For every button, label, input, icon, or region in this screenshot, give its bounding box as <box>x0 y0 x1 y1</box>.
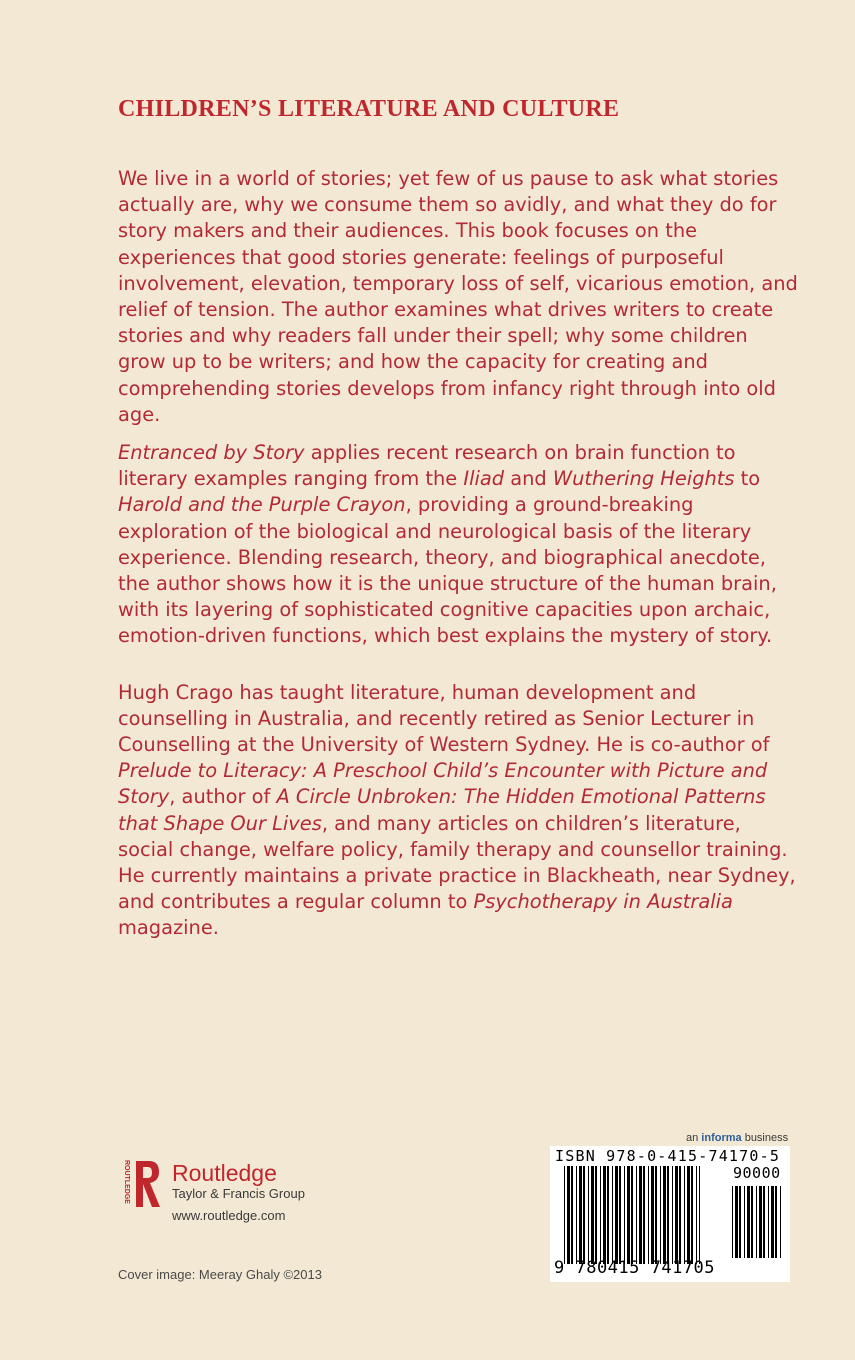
barcode-bar <box>651 1166 654 1264</box>
blurb <box>118 166 798 942</box>
barcode-bar <box>763 1186 765 1258</box>
barcode-bar <box>759 1186 762 1258</box>
blurb-paragraph-1: We live in a world of stories; yet few of us pause to ask what stories actually are, why we consume them so avidly, and what they do for story makers and their audiences. This book focuses on the experiences that good stories generate: feelings of purposeful involvement, elevation, temporary loss of self, vicarious emotion, and relief of tension. The author examines what drives writers to create stories and why readers fall under their spell; why some children grow up to be writers; and how the capacity for creating and comprehending stories develops from infancy right through into old age. <box>118 167 798 426</box>
barcode-digits: 9 780415 741705 <box>554 1258 716 1278</box>
barcode-bar <box>780 1186 781 1258</box>
barcode-bar <box>636 1166 637 1264</box>
barcode-bar <box>747 1186 750 1258</box>
informa-tagline: an informa business <box>686 1132 789 1144</box>
barcode-bar <box>744 1186 745 1258</box>
barcode-bar <box>663 1166 666 1264</box>
barcode-bar <box>631 1166 633 1264</box>
barcode-bar <box>619 1166 621 1264</box>
barcode-bar <box>696 1166 697 1264</box>
routledge-vertical-wordmark: ROUTLEDGE <box>123 1160 130 1204</box>
barcode-bar <box>699 1166 700 1264</box>
isbn-number: ISBN 978-0-415-74170-5 <box>555 1147 781 1165</box>
barcode-bar <box>624 1166 625 1264</box>
author-bio: Hugh Crago has taught literature, human development and counselling in Australia, and recently retired as Senior Lecturer in Counselling at the University of Western Sydney. He is co-author of Prelude to Literacy: A Preschool Child’s Encounter with Picture and Story, author of A Circle Unbroken: The Hidden Emotional Patterns that Shape Our Lives, and many articles on children’s literature, social change, welfare policy, family therapy and counsellor training. He currently maintains a private practice in Blackheath, near Sydney, and contributes a regular column to Psychotherapy in Australia magazine. <box>118 680 796 940</box>
work-title-prelude: Prelude to Literacy: A Preschool Child’s Encounter with Picture and Story <box>118 759 768 809</box>
literary-example-harold: Harold and the Purple Crayon <box>118 493 406 517</box>
barcode-bar <box>583 1166 585 1264</box>
barcode-bar <box>732 1186 733 1258</box>
barcode-bar <box>684 1166 685 1264</box>
barcode-bar <box>739 1186 741 1258</box>
barcode-bar <box>687 1166 690 1264</box>
barcode-bar <box>756 1186 757 1258</box>
series-title: CHILDREN’S LITERATURE AND CULTURE <box>118 96 620 122</box>
barcode-bar <box>576 1166 577 1264</box>
barcode-bar <box>571 1166 573 1264</box>
price-addon: 90000 <box>733 1164 781 1182</box>
literary-example-wuthering-heights: Wuthering Heights <box>552 467 735 491</box>
barcode-bar <box>603 1166 606 1264</box>
barcode-bar <box>588 1166 589 1264</box>
barcode-bar <box>775 1186 777 1258</box>
barcode-bar <box>679 1166 681 1264</box>
barcode-bar <box>643 1166 645 1264</box>
barcode-bar <box>660 1166 661 1264</box>
barcode-bar <box>612 1166 613 1264</box>
routledge-logo-icon <box>122 1158 162 1210</box>
barcode-bar <box>579 1166 582 1264</box>
barcode-bar <box>655 1166 657 1264</box>
blurb-paragraph-2: Entranced by Story applies recent research on brain function to literary examples ranging from the Iliad and Wuthering Heights to Harold and the Purple Crayon, providing a ground-breaking exploration of the biological and neurological basis of the literary experience. Blending research, theory, and biographical anecdote, the author shows how it is the unique structure of the human brain, with its layering of sophisticated cognitive capacities upon archaic, emotion-driven functions, which best explains the mystery of story. <box>118 441 777 648</box>
barcode-bar <box>771 1186 774 1258</box>
barcode-bar <box>567 1166 570 1264</box>
work-title-circle-unbroken: A Circle Unbroken: The Hidden Emotional Patterns that Shape Our Lives <box>118 785 766 835</box>
cover-credit: Cover image: Meeray Ghaly ©2013 <box>118 1267 322 1282</box>
barcode-bar <box>672 1166 673 1264</box>
isbn-barcode <box>550 1146 790 1282</box>
barcode-bar <box>595 1166 597 1264</box>
barcode-bar <box>591 1166 594 1264</box>
barcode-bar <box>751 1186 753 1258</box>
publisher-url[interactable]: www.routledge.com <box>172 1208 286 1223</box>
barcode-bar <box>615 1166 618 1264</box>
barcode-bar <box>675 1166 678 1264</box>
barcode-bar <box>564 1166 565 1264</box>
publisher-name: Routledge <box>172 1160 277 1186</box>
barcode-bar <box>768 1186 769 1258</box>
barcode-bar <box>639 1166 642 1264</box>
book-title: Entranced by Story <box>118 441 305 465</box>
barcode-bar <box>607 1166 609 1264</box>
magazine-title: Psychotherapy in Australia <box>473 890 733 914</box>
publisher-group: Taylor & Francis Group <box>172 1186 305 1201</box>
barcode-bar <box>667 1166 669 1264</box>
informa-brand: informa <box>701 1132 742 1144</box>
literary-example-iliad: Iliad <box>463 467 505 491</box>
barcode-bar <box>691 1166 693 1264</box>
barcode-bar <box>648 1166 649 1264</box>
barcode-bar <box>735 1186 738 1258</box>
barcode-bar <box>627 1166 630 1264</box>
barcode-bar <box>600 1166 601 1264</box>
